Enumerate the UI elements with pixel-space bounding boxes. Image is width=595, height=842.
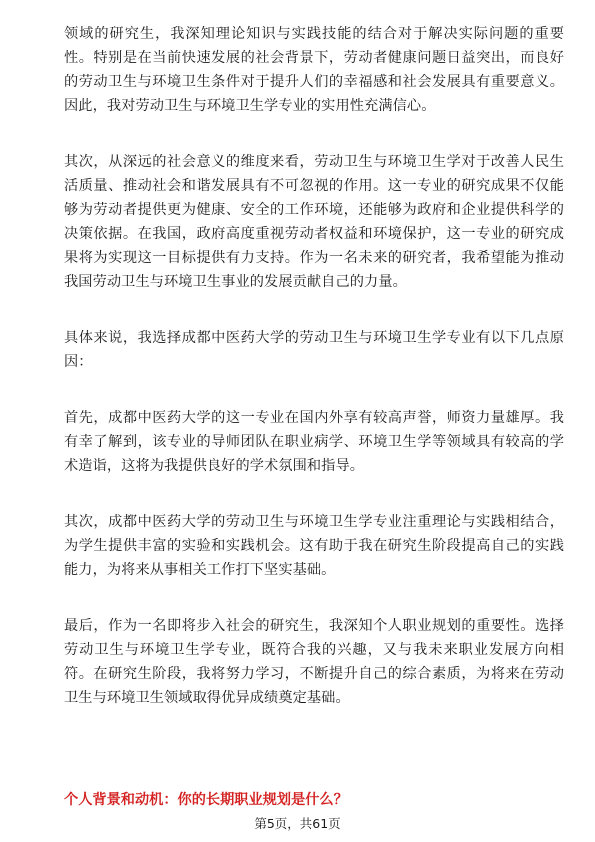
section-heading: 个人背景和动机：你的长期职业规划是什么？ <box>64 792 348 808</box>
paragraph-5: 其次，成都中医药大学的劳动卫生与环境卫生学专业注重理论与实践相结合，为学生提供丰富的实验和实践机会。这有助于我在研究生阶段提高自己的实践能力，为将来从事相关工作打下坚实基础。 <box>64 514 564 578</box>
paragraph-6: 最后，作为一名即将步入社会的研究生，我深知个人职业规划的重要性。选择劳动卫生与环境卫生学专业，既符合我的兴趣，又与我未来职业发展方向相符。在研究生阶段，我将努力学习，不断提升自己的综合素质，为将来在劳动卫生与环境卫生领域取得优异成绩奠定基础。 <box>64 618 564 706</box>
paragraph-3: 具体来说，我选择成都中医药大学的劳动卫生与环境卫生学专业有以下几点原因： <box>64 330 564 370</box>
paragraph-2: 其次，从深远的社会意义的维度来看，劳动卫生与环境卫生学对于改善人民生活质量、推动社会和谐发展具有不可忽视的作用。这一专业的研究成果不仅能够为劳动者提供更为健康、安全的工作环境，还能够为政府和企业提供科学的决策依据。在我国，政府高度重视劳动者权益和环境保护，这一专业的研究成果将为实现这一目标提供有力支持。作为一名未来的研究者，我希望能为推动我国劳动卫生与环境卫生事业的发展贡献自己的力量。 <box>64 154 564 290</box>
paragraph-4: 首先，成都中医药大学的这一专业在国内外享有较高声誉，师资力量雄厚。我有幸了解到，该专业的导师团队在职业病学、环境卫生学等领域具有较高的学术造诣，这将为我提供良好的学术氛围和指导。 <box>64 410 564 474</box>
document-body <box>64 22 564 742</box>
page-number: 第5页，共61页 <box>254 816 341 831</box>
paragraph-1: 领域的研究生，我深知理论知识与实践技能的结合对于解决实际问题的重要性。特别是在当前快速发展的社会背景下，劳动者健康问题日益突出，而良好的劳动卫生与环境卫生条件对于提升人们的幸福感和社会发展具有重要意义。因此，我对劳动卫生与环境卫生学专业的实用性充满信心。 <box>64 26 564 114</box>
